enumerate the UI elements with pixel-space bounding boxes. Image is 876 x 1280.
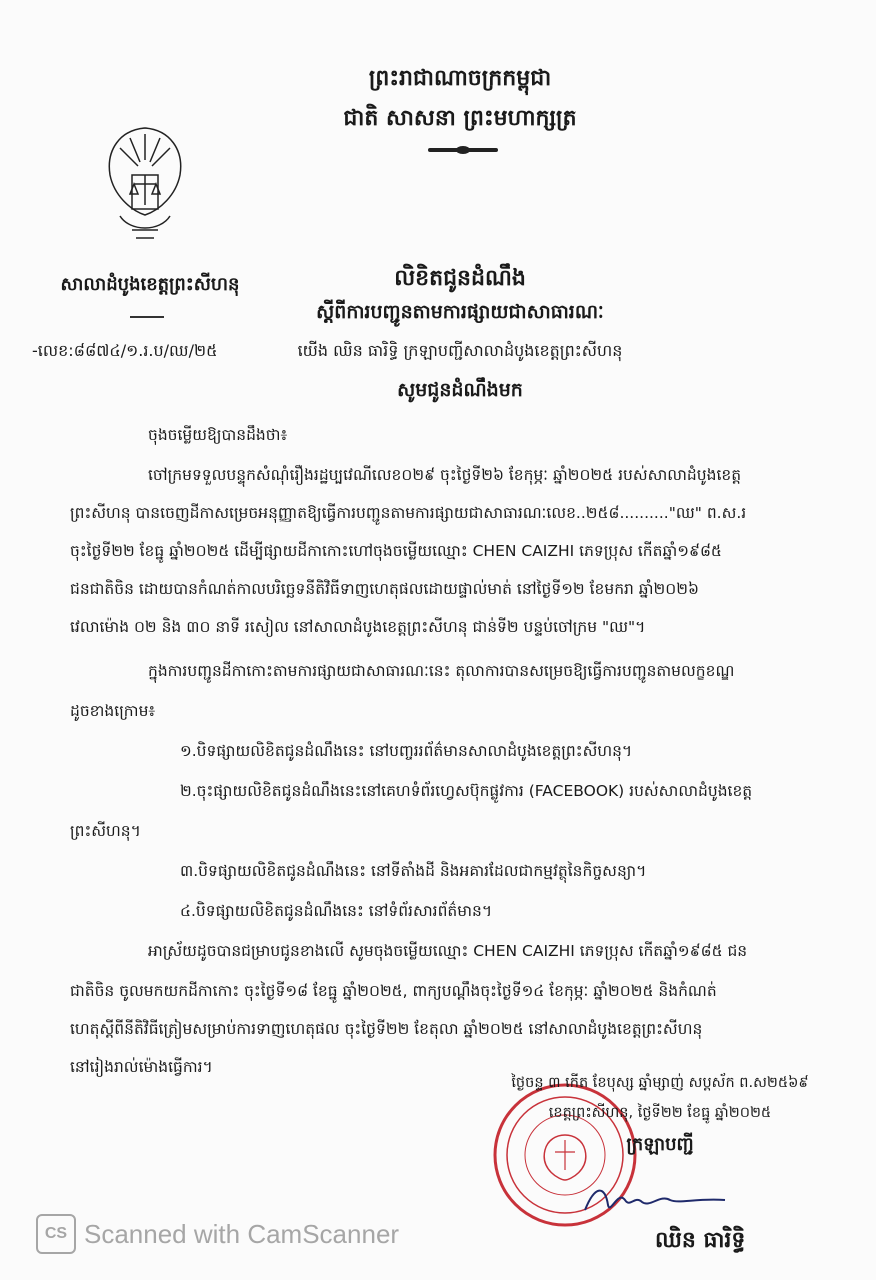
court-emblem-icon	[100, 120, 190, 250]
list-item-3: ៣.បិទផ្សាយលិខិតជូនដំណឹងនេះ នៅទីតាំងដី និងអគារដែលជាកម្មវត្ថុនៃកិច្ចសន្យា។	[180, 862, 647, 880]
body-intro: ចុងចម្លើយឱ្យបានដឹងថា៖	[148, 426, 288, 444]
court-ornament	[130, 316, 164, 318]
para1-line1: ចៅក្រមទទួលបន្ទុកសំណុំរឿងរដ្ឋប្បវេណីលេខ០២៩ ចុះថ្ងៃទី២៦ ខែកុម្ភៈ ឆ្នាំ២០២៥ របស់សាលាដំបូងខេត្ត	[148, 466, 742, 484]
para1-line3: ចុះថ្ងៃទី២២ ខែធ្នូ ឆ្នាំ២០២៥ ដើម្បីផ្សាយដីកាកោះហៅចុងចម្លើយឈ្មោះ CHEN CAIZHI ភេទប្រុស កើតឆ្នាំ១៩៨៥	[70, 542, 722, 560]
handwritten-signature-icon	[580, 1180, 730, 1220]
kingdom-header: ព្រះរាជាណាចក្រកម្ពុជា	[368, 66, 552, 91]
court-name: សាលាដំបូងខេត្តព្រះសីហនុ	[60, 274, 240, 295]
notice-notify: សូមជូនដំណឹងមក	[397, 379, 523, 401]
header-ornament	[428, 148, 498, 152]
para3-line4: នៅរៀងរាល់ម៉ោងធ្វើការ។	[70, 1058, 213, 1076]
para3-line1: អាស្រ័យដូចបានជម្រាបជូនខាងលើ សូមចុងចម្លើយឈ្មោះ CHEN CAIZHI ភេទប្រុស កើតឆ្នាំ១៩៨៥ ជន	[148, 942, 748, 960]
para3-line2: ជាតិចិន ចូលមកយកដីកាកោះ ចុះថ្ងៃទី១៨ ខែធ្នូ ឆ្នាំ២០២៥, ពាក្យបណ្តឹងចុះថ្ងៃទី១៤ ខែកុម្ភៈ ឆ្នាំ២០២៥ និងកំណត់	[70, 982, 717, 1000]
para1-line4: ជនជាតិចិន ដោយបានកំណត់កាលបរិច្ឆេទនីតិវិធីទាញហេតុផលដោយផ្ទាល់មាត់ នៅថ្ងៃទី១២ ខែមករា ឆ្នាំ២០២៦	[70, 580, 699, 598]
para2-line1: ក្នុងការបញ្ជូនដីកាកោះតាមការផ្សាយជាសាធារណៈនេះ តុលាការបានសម្រេចឱ្យធ្វើការបញ្ជូនតាមលក្ខខណ្ឌ	[148, 662, 735, 680]
camscanner-logo: CS	[36, 1214, 76, 1254]
list-item-2: ២.ចុះផ្សាយលិខិតជូនដំណឹងនេះនៅគេហទំព័រហ្វេសប៊ុកផ្លូវការ (FACEBOOK) របស់សាលាដំបូងខេត្ត	[180, 782, 753, 800]
signer-name: ឈិន ធារិទ្ធិ	[655, 1228, 746, 1253]
notice-title: លិខិតជូនដំណឹង	[394, 266, 526, 291]
reference-number: -លេខ:៨៨៧៤/១.រ.ប/ឈ/២៥	[32, 341, 218, 360]
para3-line3: ហេតុស្តីពីនីតិវិធីត្រៀមសម្រាប់ការទាញហេតុផល ចុះថ្ងៃទី២២ ខែតុលា ឆ្នាំ២០២៥ នៅសាលាដំបូងខេត្តព្រះសីហនុ	[70, 1020, 703, 1038]
list-item-2-cont: ព្រះសីហនុ។	[70, 822, 141, 840]
list-item-4: ៤.បិទផ្សាយលិខិតជូនដំណឹងនេះ នៅទំព័រសារព័ត៌មាន។	[180, 902, 493, 920]
lunar-date: ថ្ងៃចន្ទ ៣ កើត ខែបុស្ស ឆ្នាំម្សាញ់ សប្តស័ក ព.ស២៥៦៩	[511, 1075, 809, 1091]
motto-header: ជាតិ សាសនា ព្រះមហាក្សត្រ	[343, 106, 577, 131]
list-item-1: ១.បិទផ្សាយលិខិតជូនដំណឹងនេះ នៅបញ្ចររព័ត៌មានសាលាដំបូងខេត្តព្រះសីហនុ។	[180, 742, 633, 760]
camscanner-watermark	[36, 1214, 399, 1254]
place-date: ខេត្តព្រះសីហនុ, ថ្ងៃទី២២ ខែធ្នូ ឆ្នាំ២០២៥	[548, 1105, 772, 1121]
para1-line2: ព្រះសីហនុ បានចេញដីកាសម្រេចអនុញ្ញាតឱ្យធ្វើការបញ្ជូនតាមការផ្សាយជាសាធារណៈលេខ..២៥៨.........."ឈ" ព.ស.រ	[70, 504, 747, 522]
para2-line2: ដូចខាងក្រោម៖	[70, 702, 156, 720]
notice-from: យើង ឈិន ធារិទ្ធិ ក្រឡាបញ្ជីសាលាដំបូងខេត្តព្រះសីហនុ	[297, 341, 623, 360]
signer-role: ក្រឡាបញ្ជី	[626, 1134, 694, 1155]
camscanner-text: Scanned with CamScanner	[84, 1218, 400, 1249]
notice-subject: ស្តីពីការបញ្ជូនតាមការផ្សាយជាសាធារណៈ	[316, 301, 604, 323]
para1-line5: វេលាម៉ោង ០២ និង ៣០ នាទី រសៀល នៅសាលាដំបូងខេត្តព្រះសីហនុ ជាន់ទី២ បន្ទប់ចៅក្រម "ឈ"។	[70, 618, 646, 636]
